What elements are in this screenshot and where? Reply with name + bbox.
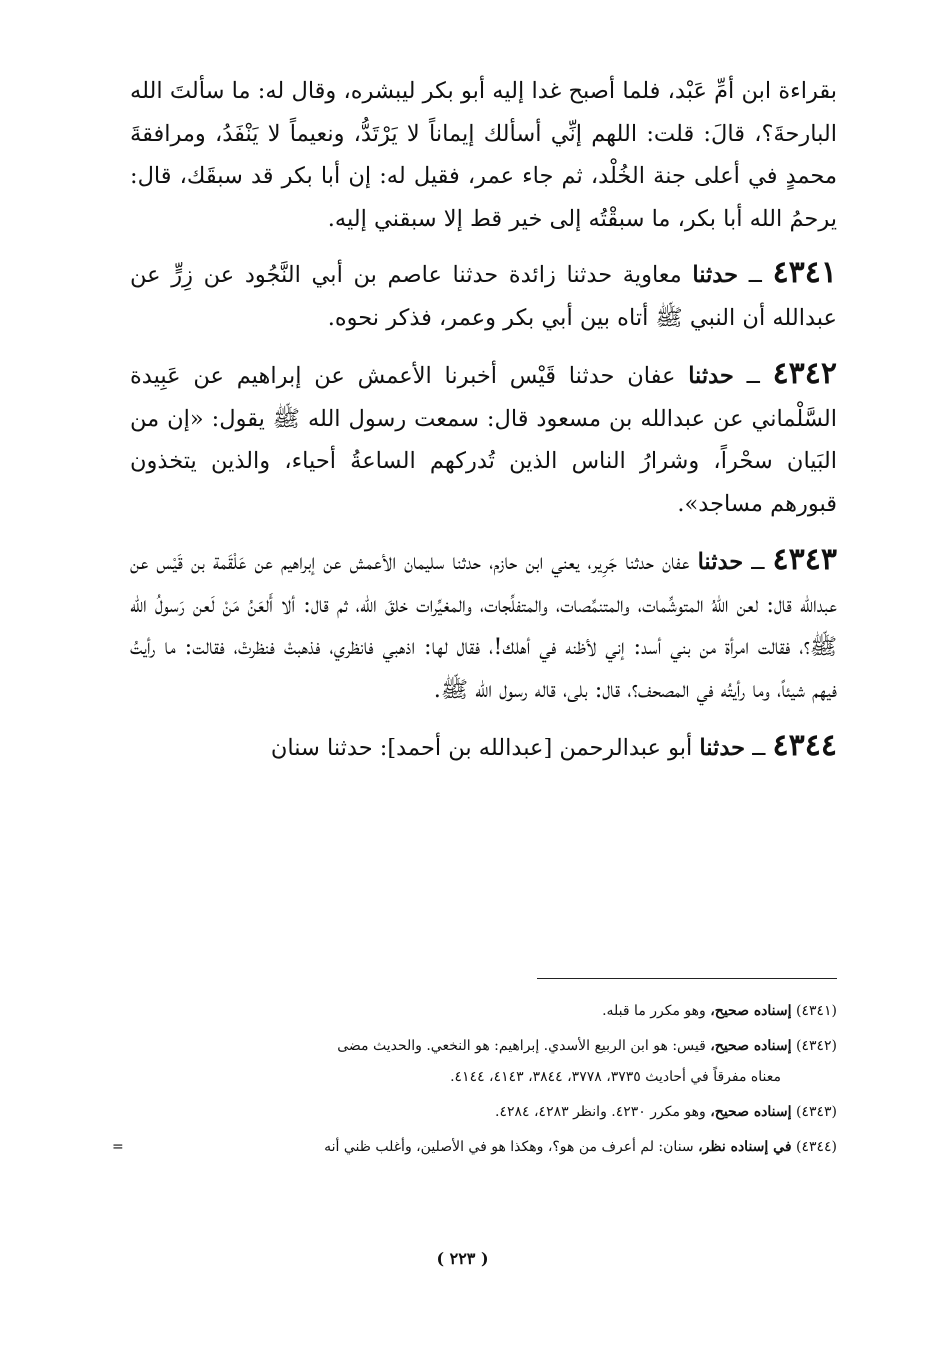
hadith-text: أبو عبدالرحمن [عبدالله بن أحمد]: حدثنا سنان [270, 735, 693, 761]
footnote-ref: (٤٣٤٢) [795, 1038, 837, 1054]
footnote-text: سنان: لم أعرف من هو؟، وهكذا هو في الأصلين، وأغلب ظني أنه [324, 1139, 694, 1155]
hadith-4343 [130, 539, 837, 711]
paragraph-continuation [130, 70, 837, 240]
footnote-4343 [130, 1097, 837, 1128]
hadith-number: ٤٣٤٢ [772, 356, 838, 391]
hadith-text: معاوية حدثنا زائدة حدثنا عاصم بن أبي النَّجُود عن زِرٍّ عن عبدالله أن النبي ﷺ أتاه بين أبي بكر وعمر، فذكر نحوه. [130, 262, 837, 331]
hadith-text: عفان حدثنا جَرِير، يعني ابن حازم، حدثنا سليمان الأعمش عن إبراهيم عن عَلْقَمة بن قَيْس عن عبدالله قال: لعن اللهُ المتوشِّمات، والمتنمِّصات، والمتفلِّجات، والمغيِّرات خلقَ الله، ثم قال: ألا أَلعَنُ مَنْ لَعن رَسولُ الله ﷺ؟، فقالت امرأة من بني أسد: إني لأظنه في أهلك!، فقال لها: اذهبي فانظري، فذهبتْ فنظرتْ، فقالت: ما رأيتُ فيهم شيئاً، وما رأيتُه في المصحف؟، قال: بلى، قاله رسول الله ﷺ. [130, 549, 837, 703]
footnote-4342 [130, 1031, 837, 1093]
hadith-number: ٤٣٤٣ [772, 542, 837, 577]
hadith-keyword: حدثنا [699, 735, 746, 761]
hadith-keyword: حدثنا [692, 262, 739, 288]
footnote-grade: في إسناده نظر، [698, 1139, 792, 1155]
footnotes [112, 996, 837, 1167]
main-text [130, 70, 837, 784]
hadith-4344 [130, 725, 837, 770]
footnote-grade: إسناده صحيح، [710, 1104, 792, 1120]
continuation-marker: = [112, 1139, 124, 1155]
hadith-number: ٤٣٤١ [772, 255, 838, 290]
dash: ــ [743, 549, 765, 575]
footnote-text: قيس: هو ابن الربيع الأسدي. إبراهيم: هو النخعي. والحديث مضى [337, 1038, 706, 1054]
hadith-text: عفان حدثنا قَيْس أخبرنا الأعمش عن إبراهيم عن عَبِيدة السَّلْماني عن عبدالله بن مسعود قال: سمعت رسول الله ﷺ يقول: «إن من البَيان سحْراً، وشرارُ الناس الذين تُدركهم الساعةُ أحياء، والذين يتخذون قبورهم مساجد». [130, 363, 837, 517]
footnote-separator [537, 978, 837, 979]
hadith-number: ٤٣٤٤ [772, 728, 837, 763]
hadith-4341 [130, 252, 837, 339]
footnote-grade: إسناده صحيح، [710, 1038, 792, 1054]
footnote-ref: (٤٣٤٤) [795, 1139, 837, 1155]
page-number: ( ٢٢٣ ) [436, 1249, 489, 1268]
footnote-continuation: معناه مفرقاً في أحاديث ٣٧٣٥، ٣٧٧٨، ٣٨٤٤، ٤١٤٣، ٤١٤٤. [450, 1069, 781, 1085]
hadith-keyword: حدثنا [688, 363, 734, 389]
footnote-text: وهو مكرر ما قبله. [602, 1003, 706, 1019]
footnote-grade: إسناده صحيح، [710, 1003, 792, 1019]
footnote-text: وهو مكرر ٤٢٣٠. وانظر ٤٢٨٣، ٤٢٨٤. [495, 1104, 706, 1120]
footnote-ref: (٤٣٤٣) [795, 1104, 837, 1120]
footnote-4344 [112, 1132, 837, 1163]
hadith-4342 [130, 353, 837, 525]
hadith-keyword: حدثنا [697, 549, 744, 575]
dash: ــ [738, 262, 762, 288]
footnote-4341 [130, 996, 837, 1027]
dash: ــ [745, 735, 766, 761]
footnote-ref: (٤٣٤١) [795, 1003, 837, 1019]
dash: ــ [733, 363, 760, 389]
paragraph-text: بقراءة ابن أمِّ عَبْد، فلما أصبح غدا إليه أبو بكر ليبشره، وقال له: ما سألتَ الله البارحةَ؟، قالَ: قلت: اللهم إنِّي أسألك إيماناً لا يَرْتَدُّ، ونعيماً لا يَنْفَدُ، ومرافقةَ محمدٍ في أعلى جنة الخُلْد، ثم جاء عمر، فقيل له: إن أبا بكر قد سبقَك، قال: يرحمُ الله أبا بكر، ما سبقْتُه إلى خير قط إلا سبقني إليه. [130, 78, 837, 232]
